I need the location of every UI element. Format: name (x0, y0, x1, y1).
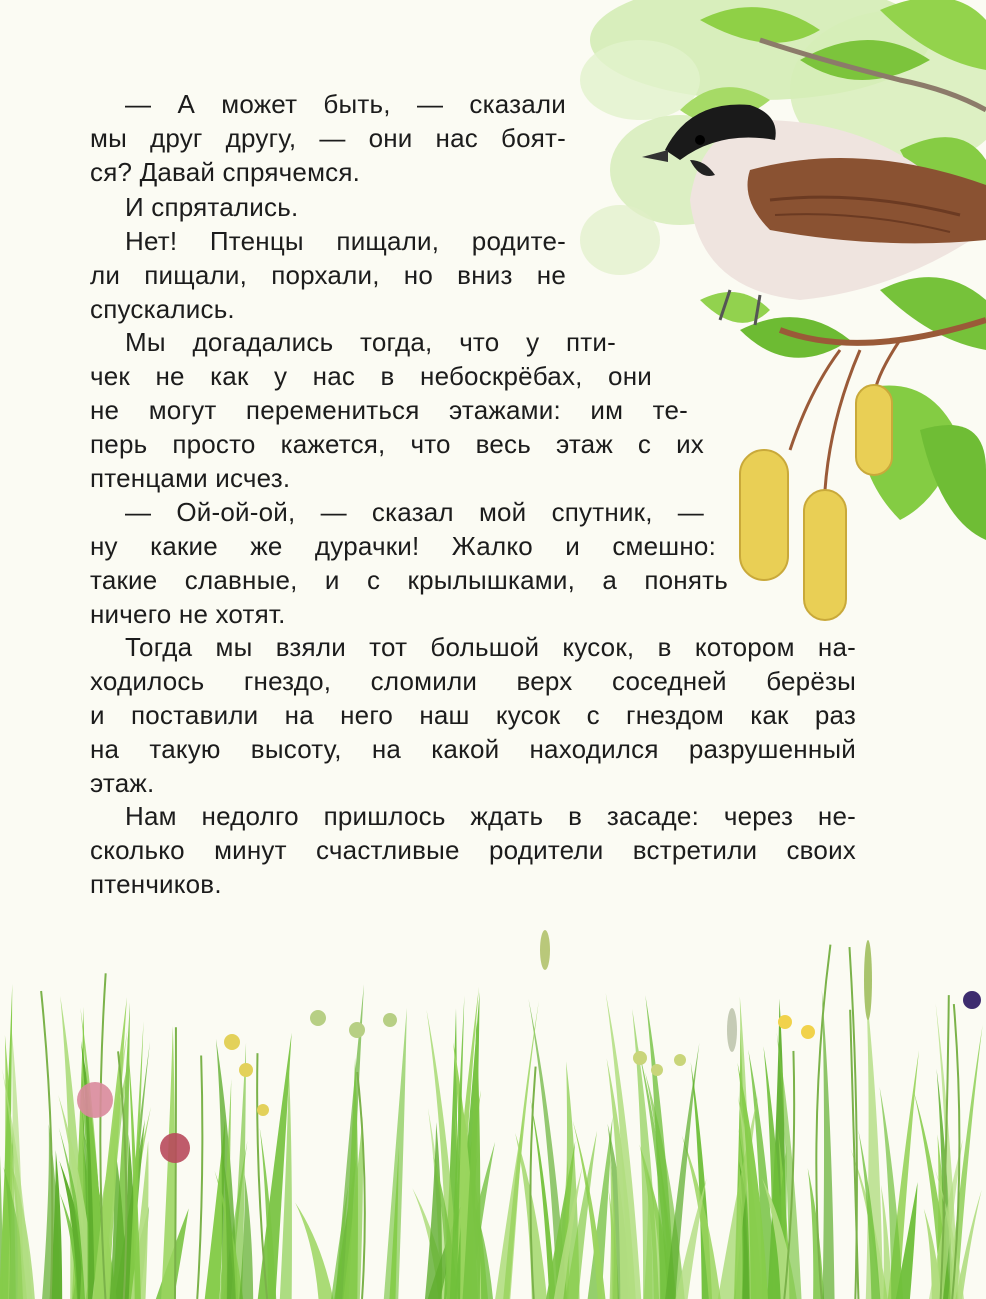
flower-stem (175, 1027, 176, 1299)
text-line: чек не как у нас в небоскрёбах, они (90, 361, 652, 391)
text-line: не могут перемениться этажами: им те- (90, 395, 688, 425)
wildflowers (77, 930, 981, 1163)
text-line: ли пищали, порхали, но вниз не (90, 260, 566, 290)
text-line: ничего не хотят. (90, 599, 286, 629)
text-line: этаж. (90, 768, 155, 798)
text-line: ходилось гнездо, сломили верх соседней берёзы (90, 666, 856, 696)
text-line: И спрятались. (125, 192, 299, 222)
meadow-grass-illustration (0, 920, 986, 1299)
text-line: — А может быть, — сказали (125, 89, 566, 119)
grass-blade (880, 1087, 904, 1299)
text-line: такие славные, и с крылышками, а понять (90, 565, 728, 595)
text-line: сколько минут счастливые родители встретили своих (90, 835, 856, 865)
grass-blade (295, 1203, 333, 1299)
text-line: Тогда мы взяли тот большой кусок, в котором на- (125, 632, 856, 662)
text-line: мы друг другу, — они нас боят- (90, 123, 566, 153)
text-line: — Ой-ой-ой, — сказал мой спутник, — (125, 497, 704, 527)
flower-stem (197, 1056, 202, 1299)
text-line: на такую высоту, на какой находился разрушенный (90, 734, 856, 764)
text-line: птенчиков. (90, 869, 222, 899)
text-line: Нам недолго пришлось ждать в засаде: через не- (125, 801, 856, 831)
clover-flower-icon (77, 1082, 113, 1118)
text-line: ся? Давай спрячемся. (90, 157, 361, 187)
grass-blade (822, 990, 835, 1299)
grass-blades (0, 945, 983, 1299)
catkins (740, 385, 892, 620)
text-line: Мы догадались тогда, что у пти- (125, 327, 616, 357)
text-line: Нет! Птенцы пищали, родите- (125, 226, 566, 256)
cornflower-bud-icon (963, 991, 981, 1009)
text-line: птенцами исчез. (90, 463, 291, 493)
text-line: ну какие же дурачки! Жалко и смешно: (90, 531, 716, 561)
text-line: спускались. (90, 294, 235, 324)
grass-blade (665, 1043, 699, 1299)
text-line: перь просто кажется, что весь этаж с их (90, 429, 704, 459)
clover-flower-icon (160, 1133, 190, 1163)
text-line: и поставили на него наш кусок с гнездом как раз (90, 700, 856, 730)
